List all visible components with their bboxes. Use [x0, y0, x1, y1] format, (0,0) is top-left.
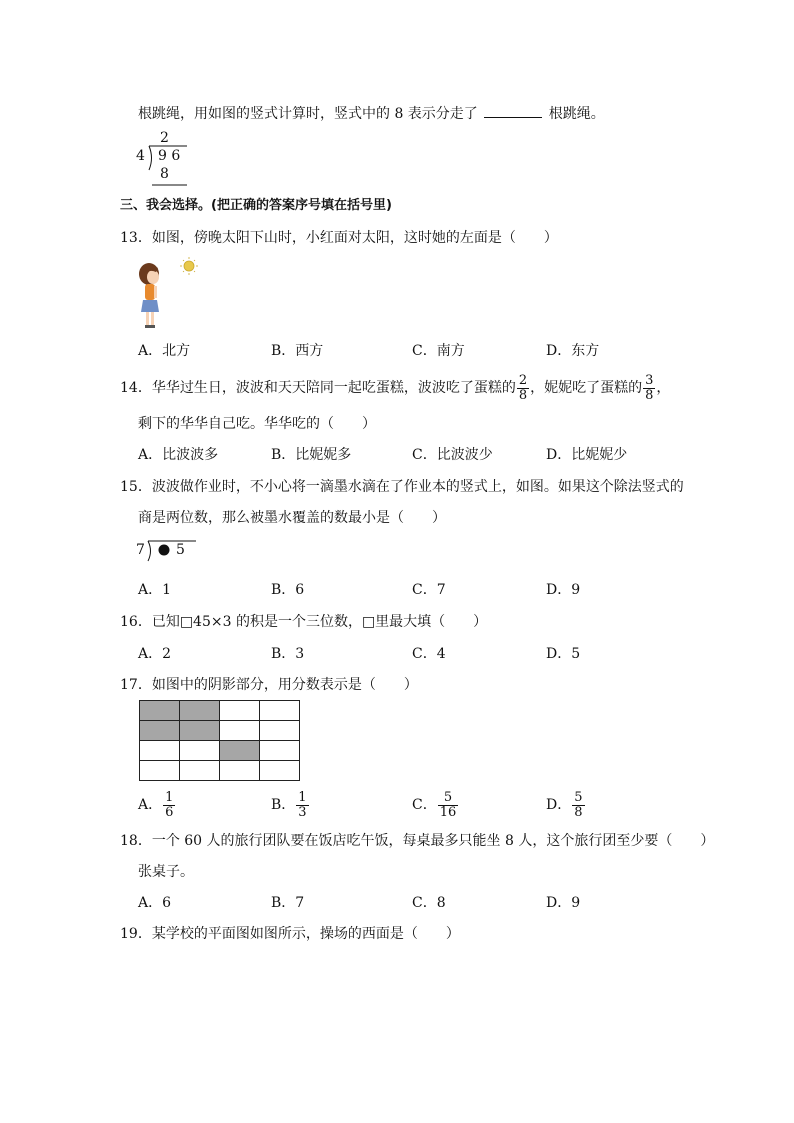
grid-cell [260, 761, 300, 781]
q12-text-before: 根跳绳，用如图的竖式计算时，竖式中的 8 表示分走了 [138, 106, 478, 122]
q17-option-b-denominator: 3 [298, 804, 307, 820]
q14-frac2-numerator: 3 [645, 372, 654, 388]
q14-frac1-numerator: 2 [518, 372, 528, 388]
q17-option-c-label: C． [412, 797, 437, 813]
q12-answer-blank[interactable] [484, 103, 542, 118]
q13-girl-sun-illustration [134, 256, 204, 332]
grid-cell [260, 721, 300, 741]
q18-line-1: 18．一个 60 人的旅行团队要在饭店吃午饭，每桌最多只能坐 8 人，这个旅行团至少要（ ） [120, 833, 715, 849]
grid-cell-shaded [140, 701, 180, 721]
q17-option-b-numerator: 1 [298, 789, 307, 805]
q18-option-d[interactable]: D．9 [546, 895, 581, 911]
q16-option-d[interactable]: D．5 [546, 646, 581, 662]
q17-option-a-denominator: 6 [165, 804, 174, 820]
q15-option-a[interactable]: A．1 [138, 582, 172, 598]
q14-fraction-1 [517, 374, 529, 403]
grid-cell [220, 761, 260, 781]
grid-cell-shaded [220, 741, 260, 761]
grid-row [140, 721, 300, 741]
q13-option-d[interactable]: D．东方 [546, 343, 600, 359]
grid-cell-shaded [180, 721, 220, 741]
q17-option-a-numerator: 1 [165, 789, 174, 805]
grid-cell-shaded [140, 721, 180, 741]
q15-line-2: 商是两位数，那么被墨水覆盖的数最小是（ ） [138, 510, 446, 526]
q15-division-figure [134, 536, 200, 562]
grid-cell [140, 741, 180, 761]
q12-text-after: 根跳绳。 [548, 106, 605, 122]
q12-product: 8 [160, 166, 169, 182]
ink-blot-icon [159, 545, 170, 556]
q15-option-c[interactable]: C．7 [412, 582, 446, 598]
q17-text: 17．如图中的阴影部分，用分数表示是（ ） [120, 677, 418, 693]
q16-option-b[interactable]: B．3 [271, 646, 305, 662]
q14-frac2-denominator: 8 [645, 387, 654, 403]
grid-row [140, 701, 300, 721]
q14-fraction-2 [643, 374, 655, 403]
q17-option-a-label: A． [138, 797, 163, 813]
q16-text: 16．已知□45×3 的积是一个三位数，□里最大填（ ） [120, 614, 488, 630]
q14-line-2: 剩下的华华自己吃。华华吃的（ ） [138, 416, 376, 432]
q12-quotient: 2 [160, 130, 169, 146]
q14-option-d[interactable]: D．比妮妮少 [546, 447, 628, 463]
grid-cell [180, 761, 220, 781]
q15-divisor: 7 [136, 542, 145, 558]
q15-digit: 5 [176, 542, 185, 558]
q19-text: 19．某学校的平面图如图所示，操场的西面是（ ） [120, 926, 460, 942]
grid-cell-shaded [180, 701, 220, 721]
q17-option-c[interactable] [412, 788, 459, 822]
grid-cell [220, 721, 260, 741]
q15-line-1: 15．波波做作业时，不小心将一滴墨水滴在了作业本的竖式上，如图。如果这个除法竖式的 [120, 479, 684, 495]
q17-option-c-numerator: 5 [443, 789, 453, 805]
grid-row [140, 761, 300, 781]
q13-text: 13．如图，傍晚太阳下山时，小红面对太阳，这时她的左面是（ ） [120, 230, 558, 246]
q15-option-b[interactable]: B．6 [271, 582, 305, 598]
q17-option-a[interactable] [138, 788, 176, 822]
q12-line [138, 103, 605, 124]
q17-shaded-grid [139, 700, 300, 781]
q17-option-d-numerator: 5 [574, 789, 583, 805]
q14-text-a: 14．华华过生日，波波和天天陪同一起吃蛋糕，波波吃了蛋糕的 [120, 380, 516, 396]
q16-option-a[interactable]: A．2 [138, 646, 172, 662]
grid-cell [220, 701, 260, 721]
q15-option-d[interactable]: D．9 [546, 582, 581, 598]
q17-option-b-label: B． [271, 797, 296, 813]
q14-option-a[interactable]: A．比波波多 [138, 447, 219, 463]
grid-row [140, 741, 300, 761]
q14-frac1-denominator: 8 [518, 387, 528, 403]
q18-line-2: 张桌子。 [138, 864, 194, 880]
q17-option-d-fraction [572, 791, 584, 820]
q14-option-b[interactable]: B．比妮妮多 [271, 447, 352, 463]
q18-option-c[interactable]: C．8 [412, 895, 446, 911]
q17-option-b-fraction [296, 791, 308, 820]
q17-option-d-denominator: 8 [574, 804, 583, 820]
girl-figure [139, 263, 159, 328]
q13-option-a[interactable]: A．北方 [138, 343, 191, 359]
q17-option-c-fraction [438, 791, 459, 820]
q14-text-c: ， [656, 380, 671, 396]
grid-cell [140, 761, 180, 781]
q14-text-b: ，妮妮吃了蛋糕的 [530, 380, 643, 396]
q17-option-d-label: D． [546, 797, 572, 813]
q13-option-b[interactable]: B．西方 [271, 343, 324, 359]
q16-option-c[interactable]: C．4 [412, 646, 446, 662]
q18-option-a[interactable]: A．6 [138, 895, 172, 911]
q14-option-c[interactable]: C．比波波少 [412, 447, 493, 463]
sun-icon [180, 257, 198, 275]
q17-option-c-denominator: 16 [439, 804, 457, 820]
q13-option-c[interactable]: C．南方 [412, 343, 465, 359]
section-3-heading: 三、我会选择。(把正确的答案序号填在括号里) [120, 198, 392, 213]
q12-divisor: 4 [136, 148, 145, 164]
grid-cell [260, 701, 300, 721]
grid-cell [260, 741, 300, 761]
q17-option-d[interactable] [546, 788, 586, 822]
q17-option-b[interactable] [271, 788, 310, 822]
q18-option-b[interactable]: B．7 [271, 895, 305, 911]
q12-division-figure [134, 126, 194, 188]
grid-cell [180, 741, 220, 761]
q12-dividend: 9 6 [158, 148, 181, 164]
q17-option-a-fraction [163, 791, 175, 820]
q14-line-1 [120, 373, 670, 403]
